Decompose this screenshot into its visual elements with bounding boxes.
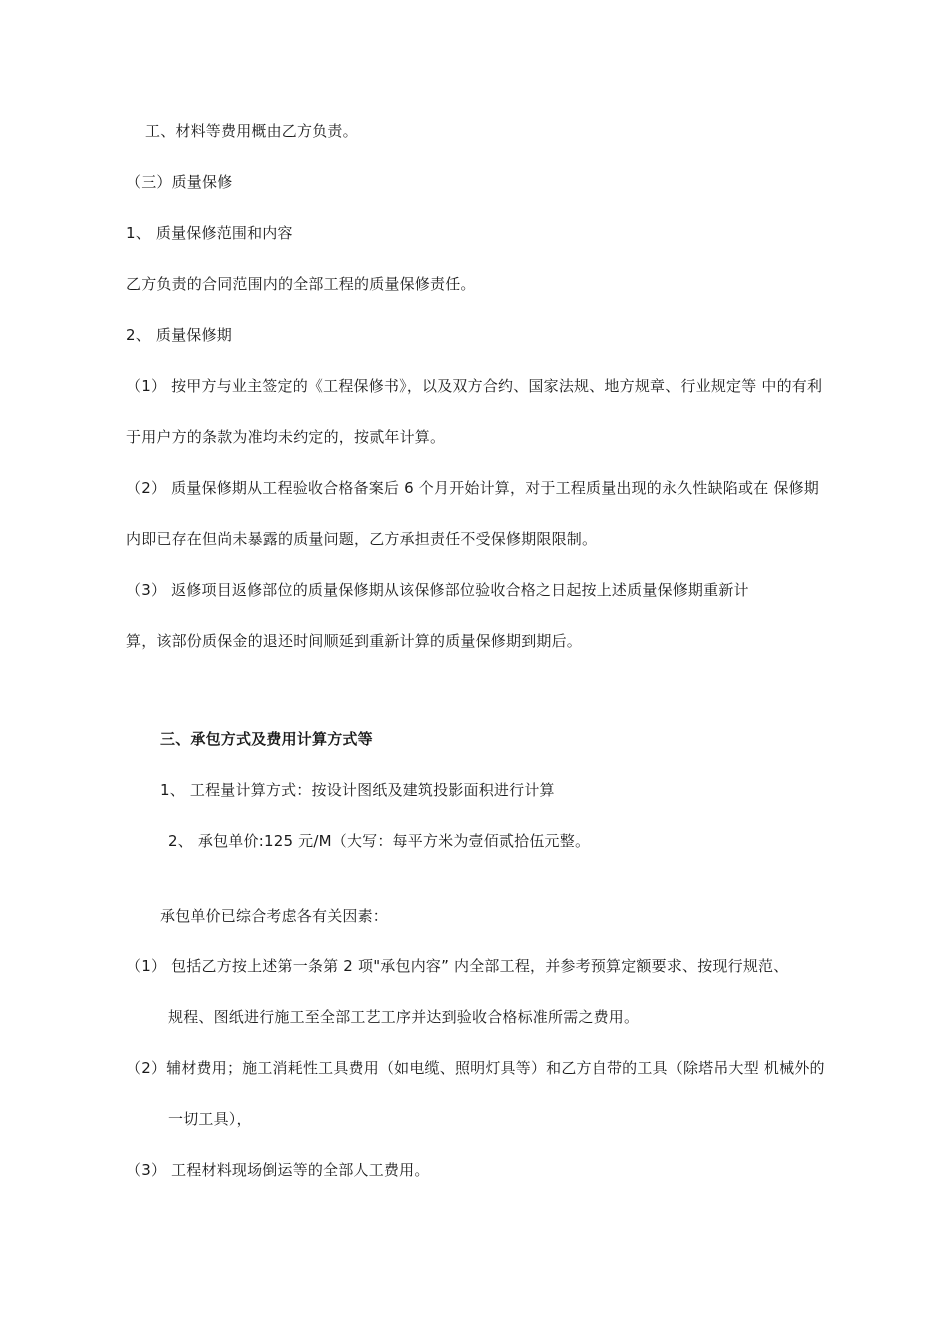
clause-2-line-2: 内即已存在但尚未暴露的质量问题，乙方承担责任不受保修期限限制。 xyxy=(126,530,598,548)
item-warranty-period-heading: 2、 质量保修期 xyxy=(126,326,232,344)
clause-1-line-2: 于用户方的条款为准均未约定的，按贰年计算。 xyxy=(126,428,446,446)
item-warranty-scope-heading: 1、 质量保修范围和内容 xyxy=(126,224,293,242)
section-heading-quality-warranty: （三）质量保修 xyxy=(126,173,233,191)
paragraph-unit-price-factors: 承包单价已综合考虑各有关因素： xyxy=(160,907,389,925)
paragraph-warranty-scope: 乙方负责的合同范围内的全部工程的质量保修责任。 xyxy=(126,275,476,293)
factor-2-line-1: （2）辅材费用；施工消耗性工具费用（如电缆、照明灯具等）和乙方自带的工具（除塔吊大型 机械外的 xyxy=(126,1059,825,1077)
factor-3-line-1: （3） 工程材料现场倒运等的全部人工费用。 xyxy=(126,1161,430,1179)
clause-3-line-2: 算，该部份质保金的退还时间顺延到重新计算的质量保修期到期后。 xyxy=(126,632,583,650)
section-heading-contract-method: 三、承包方式及费用计算方式等 xyxy=(160,730,373,748)
factor-1-line-2: 规程、图纸进行施工至全部工艺工序并达到验收合格标准所需之费用。 xyxy=(168,1008,640,1026)
clause-1-line-1: （1） 按甲方与业主签定的《工程保修书》，以及双方合约、国家法规、地方规章、行业规定等 中的有利 xyxy=(126,377,823,395)
clause-3-line-1: （3） 返修项目返修部位的质量保修期从该保修部位验收合格之日起按上述质量保修期重新计 xyxy=(126,581,749,599)
item-unit-price: 2、 承包单价:125 元/M（大写：每平方米为壹佰贰拾伍元整。 xyxy=(168,832,591,850)
item-quantity-calculation: 1、 工程量计算方式：按设计图纸及建筑投影面积进行计算 xyxy=(160,781,555,799)
factor-1-line-1: （1） 包括乙方按上述第一条第 2 项"承包内容” 内全部工程，并参考预算定额要求、按现行规范、 xyxy=(126,957,789,975)
paragraph-materials-cost: 工、材料等费用概由乙方负责。 xyxy=(145,122,358,140)
factor-2-line-2: 一切工具）， xyxy=(168,1110,252,1128)
clause-2-line-1: （2） 质量保修期从工程验收合格备案后 6 个月开始计算，对于工程质量出现的永久性缺陷或在 保修期 xyxy=(126,479,819,497)
